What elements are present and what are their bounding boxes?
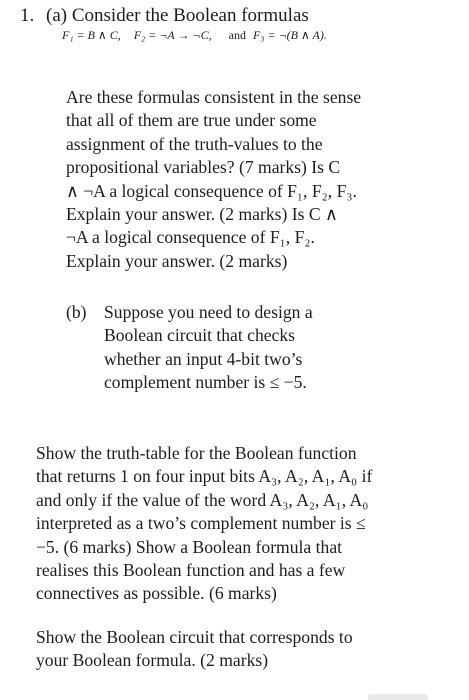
- text-line: interpreted as a two’s complement number is ≤: [36, 513, 366, 534]
- question-heading: [20, 4, 309, 28]
- text-line: and only if the value of the word A₃, A₂, A₁, A₀: [36, 489, 369, 510]
- part-a-paragraph: [66, 86, 416, 273]
- part-b-label: (b): [66, 302, 87, 322]
- truth-table-paragraph: [36, 442, 436, 606]
- text-line: Explain your answer. (2 marks): [66, 250, 288, 271]
- question-number: 1.: [20, 5, 35, 26]
- text-line: Explain your answer. (2 marks) Is C ∧: [66, 204, 338, 225]
- text-line: ∧ ¬A a logical consequence of F₁, F₂, F₃.: [66, 180, 357, 201]
- text-line: your Boolean formula. (2 marks): [36, 650, 269, 671]
- scroll-indicator: [368, 694, 428, 700]
- text-line: that returns 1 on four input bits A₃, A₂, A₁, A₀ if: [36, 466, 373, 487]
- part-b-paragraph: [104, 301, 374, 395]
- formula-f3: F₃ = ¬(B ∧ A).: [252, 28, 327, 42]
- text-line: propositional variables? (7 marks) Is C: [66, 157, 341, 178]
- text-line: Show the truth-table for the Boolean function: [36, 443, 357, 463]
- part-a-label: (a): [46, 5, 68, 26]
- text-line: realises this Boolean function and has a few: [36, 560, 346, 581]
- formula-f1: F₁ = B ∧ C,: [62, 28, 121, 42]
- text-line: −5. (6 marks) Show a Boolean formula that: [36, 536, 343, 557]
- text-line: Suppose you need to design a: [104, 302, 313, 322]
- text-line: connectives as possible. (6 marks): [36, 583, 277, 604]
- formula-list: [62, 27, 327, 43]
- text-line: Show the Boolean circuit that corresponds to: [36, 627, 353, 647]
- text-line: whether an input 4-bit two’s: [104, 348, 303, 369]
- text-line: complement number is ≤ −5.: [104, 372, 307, 393]
- text-line: assignment of the truth-values to the: [66, 133, 323, 154]
- text-line: that all of them are true under some: [66, 110, 317, 131]
- text-line: Are these formulas consistent in the sense: [66, 87, 362, 107]
- formula-f2: F₂ = ¬A → ¬C,: [133, 28, 212, 42]
- text-line: ¬A a logical consequence of F₁, F₂.: [66, 227, 315, 248]
- circuit-paragraph: [36, 626, 436, 673]
- text-line: Boolean circuit that checks: [104, 325, 296, 346]
- part-a-heading: Consider the Boolean formulas: [71, 5, 309, 26]
- formula-and-word: and: [228, 28, 246, 42]
